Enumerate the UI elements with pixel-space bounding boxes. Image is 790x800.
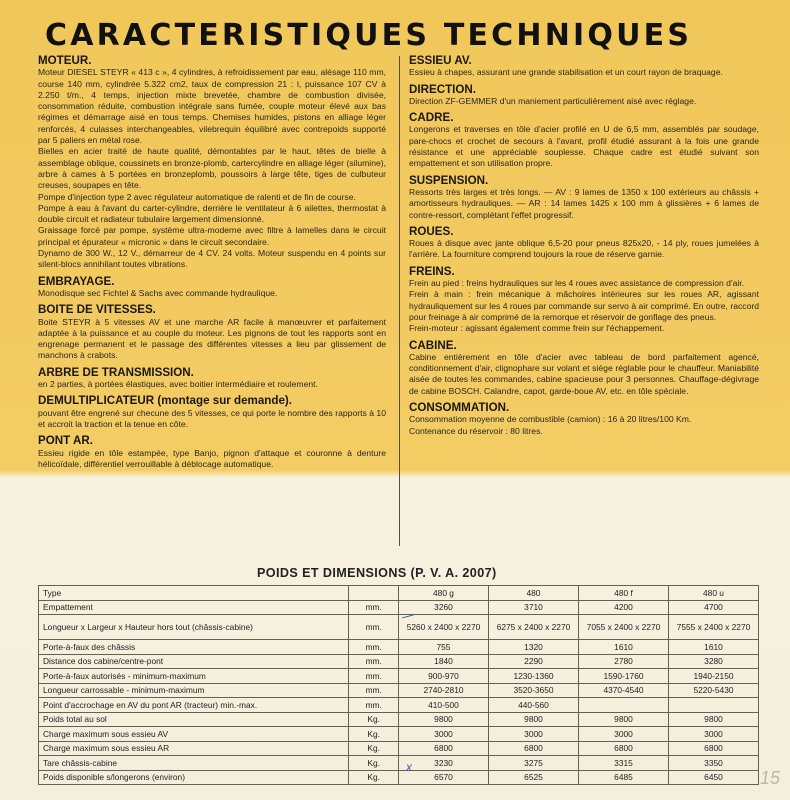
table-cell: 480 u [668,586,758,601]
table-cell: 6800 [578,741,668,756]
spec-section [38,55,386,271]
spec-section [38,276,386,300]
row-unit: mm. [349,615,399,640]
pen-mark: x [406,760,412,774]
table-row [39,741,759,756]
row-label: Longueur x Largeur x Hauteur hors tout (châssis-cabine) [39,615,349,640]
table-cell: 6485 [578,770,668,785]
spec-section [409,175,759,221]
section-heading: ROUES. [409,224,454,238]
row-label: Longueur carrossable - minimum-maximum [39,683,349,698]
table-cell: 6800 [668,741,758,756]
row-label: Tare châssis-cabine [39,756,349,771]
table-cell: 410-500 [398,698,488,713]
right-column [409,55,759,442]
row-label: Poids disponible s/longerons (environ) [39,770,349,785]
page-title: CARACTERISTIQUES TECHNIQUES [45,18,693,53]
section-paragraph: Longerons et traverses en tôle d'acier profilé en U de 6,5 mm, assemblés par soudage, pare-chocs et crochet de secours à l'avant, profil étudié assurant à la fois une grande résistance et une appréciable souplesse. Chaque cadre est étudié suivant son empattement et son utilisation propre. [409,124,759,169]
section-heading: ARBRE DE TRANSMISSION. [38,365,194,379]
section-paragraph: Moteur DIESEL STEYR « 413 c », 4 cylindres, à refroidissement par eau, alésage 110 mm, course 140 mm, cylindrée 5.322 cm2, taux de compression 21 : l, puissance 107 CV à 2.250 t/m., 4 temps, injection mixte brevetée, chambre de combustion divisée, consommation réduite, combustion intégrale sans fumée, couple moteur élevé aux bas régimes et démarrage aisé en tous temps. Chemises humides, pistons en alliage léger renforcés, 4 culasses interchangeables, vilebrequin équilibré avec contrepoids supporté par 5 paliers en métal rose. [38,67,386,146]
section-paragraph: Frein au pied : freins hydrauliques sur les 4 roues avec assistance de compression d'air. [409,278,745,289]
table-cell: 3260 [398,600,488,615]
row-unit: Kg. [349,770,399,785]
table-row [39,683,759,698]
table-cell: 1940-2150 [668,669,758,684]
table-cell: 6275 x 2400 x 2270 [488,615,578,640]
row-unit [349,586,399,601]
section-paragraph: Ressorts très larges et très longs. — AV : 9 lames de 1350 x 100 extérieurs au châssis + amortisseurs hydrauliques. — AR : 14 lames 1425 x 100 mm à glissières + 6 lames de contre-ressort, complétant l'effet progressif. [409,186,759,220]
section-heading: SUSPENSION. [409,173,489,187]
section-heading: ESSIEU AV. [409,54,472,67]
row-label: Point d'accrochage en AV du pont AR (tracteur) min.-max. [39,698,349,713]
table-cell: 7055 x 2400 x 2270 [578,615,668,640]
spec-section [409,55,759,79]
section-paragraph: Pompe d'injection type 2 avec régulateur automatique de ralenti et de fin de course. [38,191,356,202]
spec-section [409,266,759,335]
spec-section [38,395,386,430]
table-cell: 900-970 [398,669,488,684]
section-paragraph: Direction ZF-GEMMER d'un maniement particulièrement aisé avec réglage. [409,95,697,106]
table-cell: 9800 [488,712,578,727]
table-row [39,640,759,655]
row-unit: mm. [349,600,399,615]
table-cell: 3000 [668,727,758,742]
row-unit: Kg. [349,727,399,742]
section-paragraph: en 2 parties, à portées élastiques, avec boitier intermédiaire et roulement. [38,379,318,390]
spec-section [409,226,759,261]
spec-section [38,367,386,391]
table-cell: 440-560 [488,698,578,713]
row-unit: Kg. [349,756,399,771]
table-cell: 4200 [578,600,668,615]
table-cell: 3000 [488,727,578,742]
table-cell: 3520-3650 [488,683,578,698]
section-paragraph: Pompe à eau à l'avant du carter-cylindre, derrière le ventilateur à 6 ailettes, thermostat à double circuit et radiateur tubulaire largement dimensionné. [38,202,386,225]
section-heading: DEMULTIPLICATEUR (montage sur demande). [38,394,292,408]
table-cell: 1610 [668,640,758,655]
spec-section [409,402,759,437]
table-cell: 3350 [668,756,758,771]
table-cell: 2740-2810 [398,683,488,698]
table-row [39,770,759,785]
row-unit: mm. [349,683,399,698]
section-paragraph: Monodisque sec Fichtel & Sachs avec commande hydraulique. [38,287,278,298]
section-paragraph: Cabine entièrement en tôle d'acier avec tableau de bord parfaitement agencé, conditionnement d'air, clignophare sur volant et siège réglable pour le chauffeur. Maniabilité aisée de toutes les commandes, cabine spacieuse pour 3 personnes. Chauffage-dégivrage de cabine BOSCH. Calandre, capot, garde-boue AV, etc. en tôle spéciale. [409,351,759,396]
table-cell: 3230 [398,756,488,771]
table-row [39,756,759,771]
spec-section [38,435,386,470]
row-unit: mm. [349,640,399,655]
table-row [39,654,759,669]
spec-section [409,112,759,169]
section-heading: EMBRAYAGE. [38,274,115,288]
table-cell: 7555 x 2400 x 2270 [668,615,758,640]
table-cell: 2290 [488,654,578,669]
row-label: Distance dos cabine/centre-pont [39,654,349,669]
left-column [38,55,386,475]
table-cell: 9800 [578,712,668,727]
table-cell: 9800 [398,712,488,727]
table-cell: 1230-1360 [488,669,578,684]
section-paragraph: Contenance du réservoir : 80 litres. [409,425,543,436]
table-cell [578,698,668,713]
table-cell: 1610 [578,640,668,655]
table-cell: 5220-5430 [668,683,758,698]
row-label: Empattement [39,600,349,615]
section-paragraph: pouvant être engrené sur checune des 5 vitesses, ce qui porte le nombre des rapports à 10 et accroit la traction et la tenue en côte. [38,407,386,429]
table-cell: 1840 [398,654,488,669]
row-unit: Kg. [349,741,399,756]
table-row [39,698,759,713]
table-row [39,586,759,601]
table-row [39,600,759,615]
table-cell: 3275 [488,756,578,771]
section-heading: FREINS. [409,264,455,278]
table-row [39,712,759,727]
column-divider [399,56,400,546]
row-label: Porte-à-faux autorisés - minimum-maximum [39,669,349,684]
section-paragraph: Bielles en acier traité de haute qualité, démontables par le haut, têtes de bielle à assemblage oblique, coussinets en bronze-plomb, cartercylindre en alliage léger (silumine), arbre à cames à 5 portées en bronzeplomb, poussoirs à large tête, tiges de culbuteur creuses, soupapes en tête. [38,146,386,191]
row-label: Charge maximum sous essieu AV [39,727,349,742]
section-paragraph: Frein-moteur : agissant également comme frein sur l'échappement. [409,323,665,334]
section-paragraph: Essieu à chapes, assurant une grande stabilisation et un court rayon de braquage. [409,67,723,78]
table-cell: 3315 [578,756,668,771]
row-label: Type [39,586,349,601]
dimensions-table [38,585,759,785]
row-label: Poids total au sol [39,712,349,727]
section-heading: BOITE DE VITESSES. [38,303,156,317]
table-cell: 3710 [488,600,578,615]
section-heading: CONSOMMATION. [409,401,510,415]
table-cell: 6800 [488,741,578,756]
table-cell [668,698,758,713]
section-heading: DIRECTION. [409,82,476,96]
section-paragraph: Dynamo de 300 W., 12 V., démarreur de 4 CV. 24 volts. Moteur suspendu en 4 points sur silent-blocs annihilant toutes vibrations. [38,248,386,270]
table-cell: 5260 x 2400 x 2270 [398,615,488,640]
page-number: 15 [760,768,781,788]
table-cell: 3280 [668,654,758,669]
table-cell: 6800 [398,741,488,756]
spec-section [38,304,386,361]
table-cell: 755 [398,640,488,655]
table-cell: 6450 [668,770,758,785]
table-row [39,727,759,742]
section-paragraph: Boite STEYR à 5 vitesses AV et une marche AR facile à manœuvrer et parfaitement adaptée à la puissance et au couple du moteur. Les pignons de tout les rapports sont en engrenage permanent et le passage des différentes vitesses a lieu par glissement de manchons à crabots. [38,316,386,361]
row-label: Porte-à-faux des châssis [39,640,349,655]
table-cell: 480 f [578,586,668,601]
table-cell: 480 g [398,586,488,601]
row-unit: Kg. [349,712,399,727]
section-paragraph: Roues à disque avec jante oblique 6,5-20 pour pneus 825x20, - 14 ply, roues jumelées à l'arrière. La fourniture comprend toujours la roue de réserve garnie. [409,238,759,260]
table-row [39,615,759,640]
section-paragraph: Essieu rigide en tôle estampée, type Banjo, pignon d'attaque et couronne à denture hélicoïdale, différentiel verrouillable à déblocage automatique. [38,447,386,469]
row-unit: mm. [349,698,399,713]
table-row [39,669,759,684]
table-cell: 1320 [488,640,578,655]
section-paragraph: Consommation moyenne de combustible (camion) : 16 à 20 litres/100 Km. [409,414,692,425]
table-cell: 2780 [578,654,668,669]
row-unit: mm. [349,654,399,669]
section-paragraph: Frein à main : frein mécanique à mâchoires intérieures sur les roues AR, agissant hydrauliquement sur les 4 roues par commande sur servo à air comprimé. En outre, raccord pour freinage à air comprimé de la remorque et réservoir de gonflage des pneus. [409,289,759,322]
table-cell: 4370-4540 [578,683,668,698]
spec-section [409,84,759,108]
section-heading: CABINE. [409,338,457,352]
table-cell: 480 [488,586,578,601]
table-cell: 9800 [668,712,758,727]
table-cell: 6525 [488,770,578,785]
table-cell: 3000 [398,727,488,742]
section-heading: CADRE. [409,111,454,125]
dimensions-title: POIDS ET DIMENSIONS (P. V. A. 2007) [257,566,497,580]
row-unit: mm. [349,669,399,684]
section-heading: PONT AR. [38,434,93,448]
spec-section [409,340,759,397]
table-cell: 4700 [668,600,758,615]
section-heading: MOTEUR. [38,54,92,67]
table-cell: 3000 [578,727,668,742]
table-cell: 1590-1760 [578,669,668,684]
table-cell: 6570 [398,770,488,785]
section-paragraph: Graissage forcé par pompe, système ultra-moderne avec filtre à lamelles dans le circuit principal et épurateur « micronic » dans le circuit secondaire. [38,225,386,247]
row-label: Charge maximum sous essieu AR [39,741,349,756]
